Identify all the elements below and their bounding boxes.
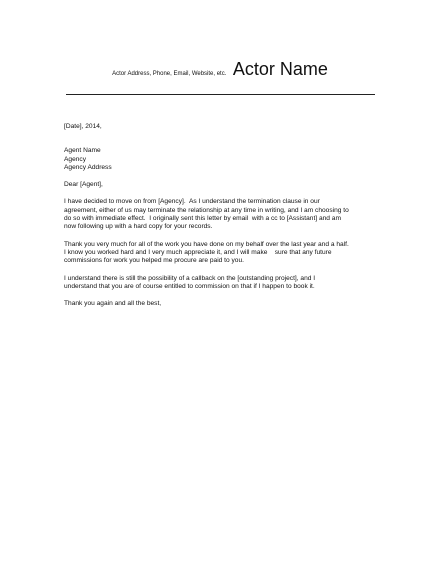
salutation: Dear [Agent], (64, 181, 103, 189)
paragraph-line: I know you worked hard and I very much appreciate it, and I will make sure that any future (64, 248, 332, 256)
paragraph-line: do so with immediate effect. I originally sent this letter by email with a cc to [Assistant] and am (64, 215, 341, 223)
recipient-address: Agency Address (64, 163, 112, 171)
paragraph-line: Thank you very much for all of the work you have done on my behalf over the last year and a half. (64, 240, 349, 248)
recipient-agency: Agency (64, 155, 86, 163)
closing (64, 300, 384, 308)
paragraph-line: I have decided to move on from [Agency]. As I understand the termination clause in our (64, 198, 320, 206)
letterhead (66, 59, 374, 80)
date-line: [Date], 2014, (64, 123, 102, 130)
actor-name: Actor Name (232, 59, 328, 79)
paragraph (64, 198, 384, 231)
paragraph (64, 241, 384, 266)
letter-body (64, 123, 384, 308)
paragraph-line: agreement, either of us may terminate the relationship at any time in writing, and I am choosing to (64, 206, 349, 214)
paragraph-line: I understand there is still the possibility of a callback on the [outstanding project], and I (64, 274, 316, 282)
paragraph-line: now following up with a hard copy for your records. (64, 223, 213, 231)
paragraph (64, 275, 384, 292)
paragraph-line: understand that you are of course entitled to commission on that if I happen to book it. (64, 282, 315, 290)
recipient-name: Agent Name (64, 147, 101, 155)
header-divider (66, 94, 375, 95)
contact-line: Actor Address, Phone, Email, Website, etc. (112, 71, 227, 77)
recipient-block (64, 147, 384, 172)
paragraph-line: commissions for work you helped me procure are paid to you. (64, 257, 244, 265)
closing-line: Thank you again and all the best, (64, 300, 162, 308)
